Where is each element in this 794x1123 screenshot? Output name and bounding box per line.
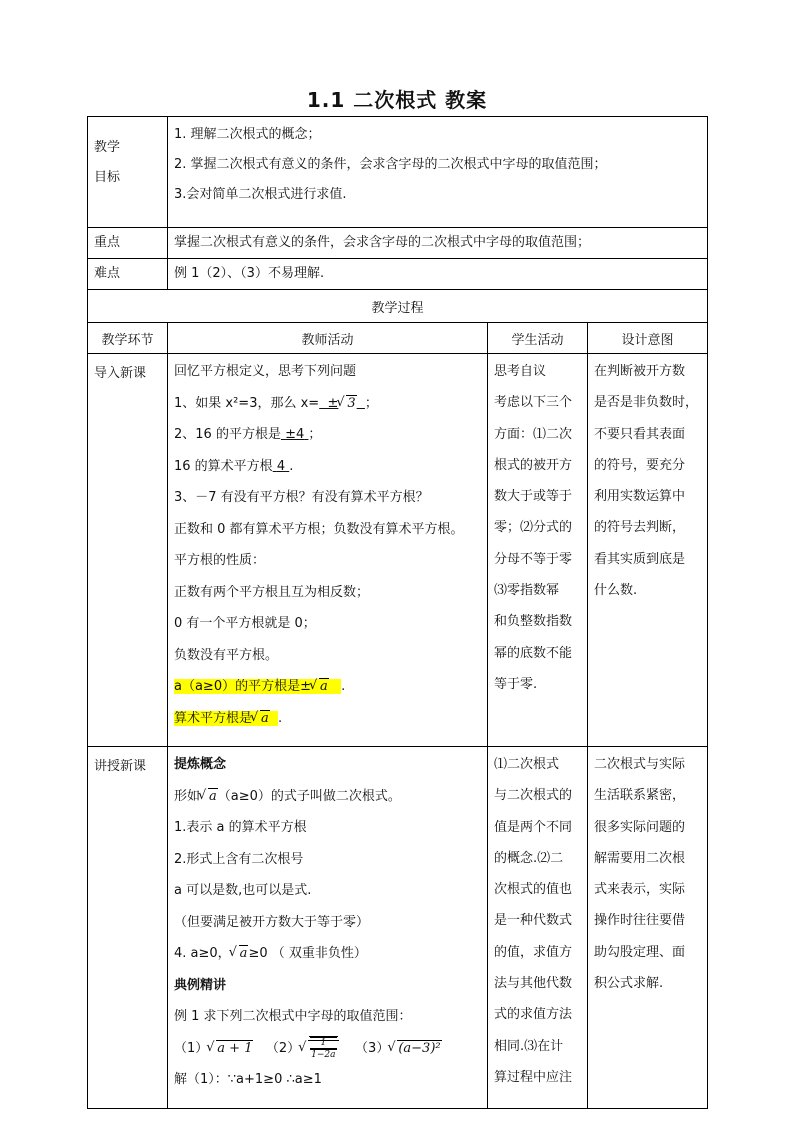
col-header-stage: 教学环节	[88, 323, 168, 354]
text-line: a（a≥0）的平方根是±√ a .	[168, 671, 487, 703]
objectives-content	[168, 117, 708, 228]
text-line: 16 的算术平方根 4 .	[174, 458, 294, 474]
teacher-activity-intro	[168, 354, 488, 747]
sqrt-symbol: √ (a−3)²	[389, 1033, 441, 1065]
text-line: 2、16 的平方根是 ±4 ；	[174, 427, 322, 442]
key-point-label: 重点	[88, 228, 168, 259]
section-heading: 典例精讲	[174, 977, 227, 993]
text-line: 4. a≥0，√ a≥0 （ 双重非负性）	[168, 938, 487, 970]
text-line: 3、－7 有没有平方根？有没有算术平方根？	[174, 490, 429, 505]
stage-lecture: 讲授新课	[88, 747, 168, 1109]
lecture-row	[88, 747, 708, 1109]
objective-item: 3.会对简单二次根式进行求值.	[174, 187, 347, 202]
key-point-row	[88, 228, 708, 259]
col-header-student: 学生活动	[488, 323, 588, 354]
text-line: 解（1）：∵a+1≥0 ∴a≥1	[174, 1072, 322, 1087]
section-heading: 提炼概念	[174, 757, 227, 772]
text-line: 算术平方根是√ a .	[168, 703, 487, 735]
student-activity-intro: 思考自议 考虑以下三个 方面：⑴二次 根式的被开方 数大于或等于 零；⑵分式的 分母不等于零 ⑶零指数幂 和负整数指数 幂的底数不能 等于零.	[488, 354, 588, 747]
text-line: 1.表示 a 的算术平方根	[174, 820, 307, 835]
stage-intro: 导入新课	[88, 354, 168, 747]
col-header-intent: 设计意图	[588, 323, 708, 354]
sqrt-symbol: √ a	[200, 781, 218, 813]
key-point-text: 掌握二次根式有意义的条件，会求含字母的二次根式中字母的取值范围；	[168, 228, 708, 259]
text-line: 负数没有平方根。	[174, 647, 279, 663]
intro-row	[88, 354, 708, 747]
sqrt-symbol: √ a	[252, 703, 270, 735]
objective-item: 2. 掌握二次根式有意义的条件，会求含字母的二次根式中字母的取值范围；	[174, 157, 607, 172]
text-line: a 可以是数,也可以是式.	[174, 883, 312, 898]
difficulty-label: 难点	[88, 259, 168, 290]
difficulty-text: 例 1（2）、（3）不易理解.	[168, 259, 708, 290]
answer-blank: 4	[276, 458, 286, 474]
process-title: 教学过程	[88, 290, 708, 323]
page-title: 1.1 二次根式 教案	[306, 88, 488, 112]
text-line: 1、如果 x²=3，那么 x= ±√ 3 ；	[168, 388, 487, 420]
sqrt-symbol: √ a + 1	[208, 1033, 253, 1065]
column-header-row	[88, 323, 708, 354]
text-line: 平方根的性质：	[174, 553, 266, 568]
text-line: 回忆平方根定义，思考下列问题	[174, 364, 357, 379]
text-line: 形如√ a（a≥0）的式子叫做二次根式。	[168, 781, 487, 813]
process-title-row	[88, 290, 708, 323]
text-line: 2.形式上含有二次根号	[174, 851, 304, 867]
highlighted-text: 算术平方根是√ a	[174, 711, 278, 726]
highlighted-text: a（a≥0）的平方根是±√ a	[174, 679, 341, 694]
text-line: 例 1 求下列二次根式中字母的取值范围：	[174, 1009, 412, 1024]
objective-item: 1. 理解二次根式的概念；	[174, 127, 321, 142]
objectives-row	[88, 117, 708, 228]
answer-blank: ±4	[285, 427, 305, 442]
text-line: 0 有一个平方根就是 0；	[174, 616, 316, 631]
sqrt-symbol: √ a	[311, 671, 329, 703]
text-line: 正数有两个平方根且互为相反数；	[174, 584, 370, 600]
difficulty-row	[88, 259, 708, 290]
sqrt-symbol	[300, 1033, 338, 1065]
text-line: （但要满足被开方数大于等于零）	[174, 914, 370, 930]
text-line: 正数和 0 都有算术平方根；负数没有算术平方根。	[174, 521, 464, 537]
col-header-teacher: 教师活动	[168, 323, 488, 354]
fraction: √ $\frac{1}{1-2a}$	[311, 1038, 336, 1060]
design-intent-intro: 在判断被开方数 是否是非负数时， 不要只看其表面 的符号，要充分 利用实数运算中 的符号去判断， 看其实质到底是 什么数.	[588, 354, 708, 747]
sqrt-symbol: √ 3	[338, 388, 356, 420]
teacher-activity-lecture	[168, 747, 488, 1109]
student-activity-lecture: ⑴二次根式 与二次根式的 值是两个不同 的概念.⑵二 次根式的值也 是一种代数式 的值，求值方 法与其他代数 式的求值方法 相同.⑶在计 算过程中应注	[488, 747, 588, 1109]
formula-line: （1）√ a + 1 （2） √ $\frac{1}{1-2a}$ （3）√ (a−3)²	[168, 1033, 487, 1065]
objectives-label: 教学目标	[88, 117, 168, 228]
answer-blank: ±√ 3	[319, 396, 365, 411]
sqrt-symbol: √ a	[231, 938, 249, 970]
design-intent-lecture: 二次根式与实际 生活联系紧密， 很多实际问题的 解需要用二次根 式来表示，实际 操作时往往要借 助勾股定理、面 积公式求解.	[588, 747, 708, 1109]
lesson-plan-table	[87, 116, 708, 1109]
